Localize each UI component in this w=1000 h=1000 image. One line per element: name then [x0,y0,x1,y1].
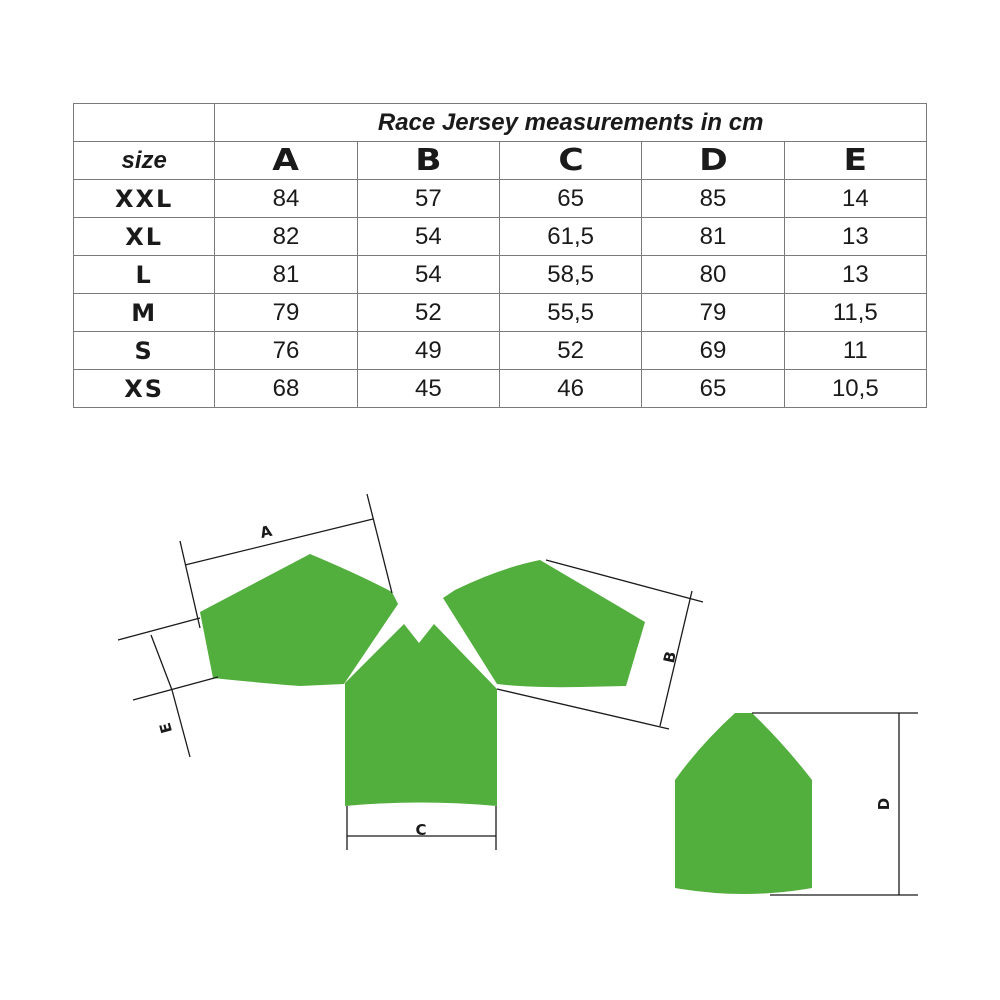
table-cell: 61,5 [499,218,641,256]
table-cell: 54 [357,218,499,256]
size-label: XXL [74,180,215,218]
table-cell: 81 [215,256,357,294]
column-header-c: C [499,142,641,180]
jersey-shapes [200,554,812,894]
table-title: Race Jersey measurements in cm [215,104,927,142]
size-label: S [74,332,215,370]
table-cell: 76 [215,332,357,370]
table-cell: 14 [784,180,926,218]
table-cell: 54 [357,256,499,294]
column-header-e: E [784,142,926,180]
e-extension-bottom [133,677,218,700]
size-column-header: size [74,142,215,180]
table-cell: 85 [642,180,784,218]
a-dimension-line [185,519,373,565]
table-cell: 65 [642,370,784,408]
e-dimension-line [151,635,172,690]
size-label: XS [74,370,215,408]
table-cell: 80 [642,256,784,294]
table-cell: 10,5 [784,370,926,408]
column-header-a: A [215,142,357,180]
table-cell: 81 [642,218,784,256]
table-cell: 46 [499,370,641,408]
table-cell: 52 [357,294,499,332]
size-label: XL [74,218,215,256]
table-cell: 45 [357,370,499,408]
table-cell: 11 [784,332,926,370]
size-label: L [74,256,215,294]
size-label: M [74,294,215,332]
table-cell: 68 [215,370,357,408]
table-cell: 65 [499,180,641,218]
column-header-d: D [642,142,784,180]
e-label: E [155,720,177,736]
d-label: D [875,797,893,811]
e-extension-top [118,618,200,640]
b-extension-bottom [497,689,669,729]
jersey-body-shape [345,624,497,806]
table-cell: 82 [215,218,357,256]
c-label: C [415,821,427,839]
jersey-side-view-shape [675,713,812,894]
table-cell: 55,5 [499,294,641,332]
b-label: B [659,649,681,665]
table-cell: 52 [499,332,641,370]
a-label: A [258,521,274,543]
table-cell: 79 [642,294,784,332]
table-cell: 79 [215,294,357,332]
table-cell: 11,5 [784,294,926,332]
a-extension-left [180,541,200,628]
a-extension-right [367,494,392,593]
table-cell: 49 [357,332,499,370]
table-cell: 84 [215,180,357,218]
table-cell: 13 [784,218,926,256]
table-cell: 69 [642,332,784,370]
table-cell: 58,5 [499,256,641,294]
e-extension-tick [172,690,190,757]
table-cell: 57 [357,180,499,218]
table-cell: 13 [784,256,926,294]
column-header-b: B [357,142,499,180]
